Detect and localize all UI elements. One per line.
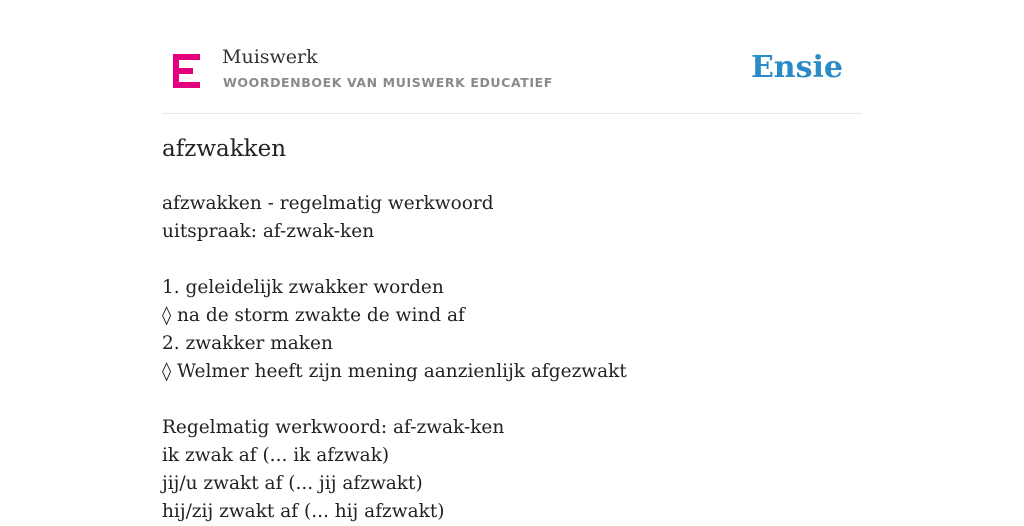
ensie-logo[interactable]: Ensie — [750, 50, 843, 85]
entry-body — [162, 190, 627, 526]
entry-line: ◊ na de storm zwakte de wind af — [162, 305, 465, 326]
entry-line: Regelmatig werkwoord: af-zwak-ken — [162, 417, 505, 438]
entry-line: afzwakken - regelmatig werkwoord — [162, 193, 494, 214]
entry-title: afzwakken — [162, 136, 287, 162]
brand-name[interactable]: Muiswerk — [222, 46, 318, 68]
entry-line: ◊ Welmer heeft zijn mening aanzienlijk afgezwakt — [162, 361, 627, 382]
entry-line-blank — [162, 246, 627, 274]
entry-line: 1. geleidelijk zwakker worden — [162, 277, 444, 298]
entry-line: jij/u zwakt af (... jij afzwakt) — [162, 473, 423, 494]
entry-line-blank — [162, 386, 627, 414]
site-header — [162, 0, 862, 114]
entry-line: ik zwak af (... ik afzwak) — [162, 445, 390, 466]
brand-tagline: WOORDENBOEK VAN MUISWERK EDUCATIEF — [223, 75, 553, 90]
entry-line: hij/zij zwakt af (... hij afzwakt) — [162, 501, 445, 522]
entry-line: uitspraak: af-zwak-ken — [162, 221, 375, 242]
muiswerk-logo-icon[interactable] — [173, 54, 200, 88]
entry-line: 2. zwakker maken — [162, 333, 333, 354]
page — [162, 0, 862, 522]
